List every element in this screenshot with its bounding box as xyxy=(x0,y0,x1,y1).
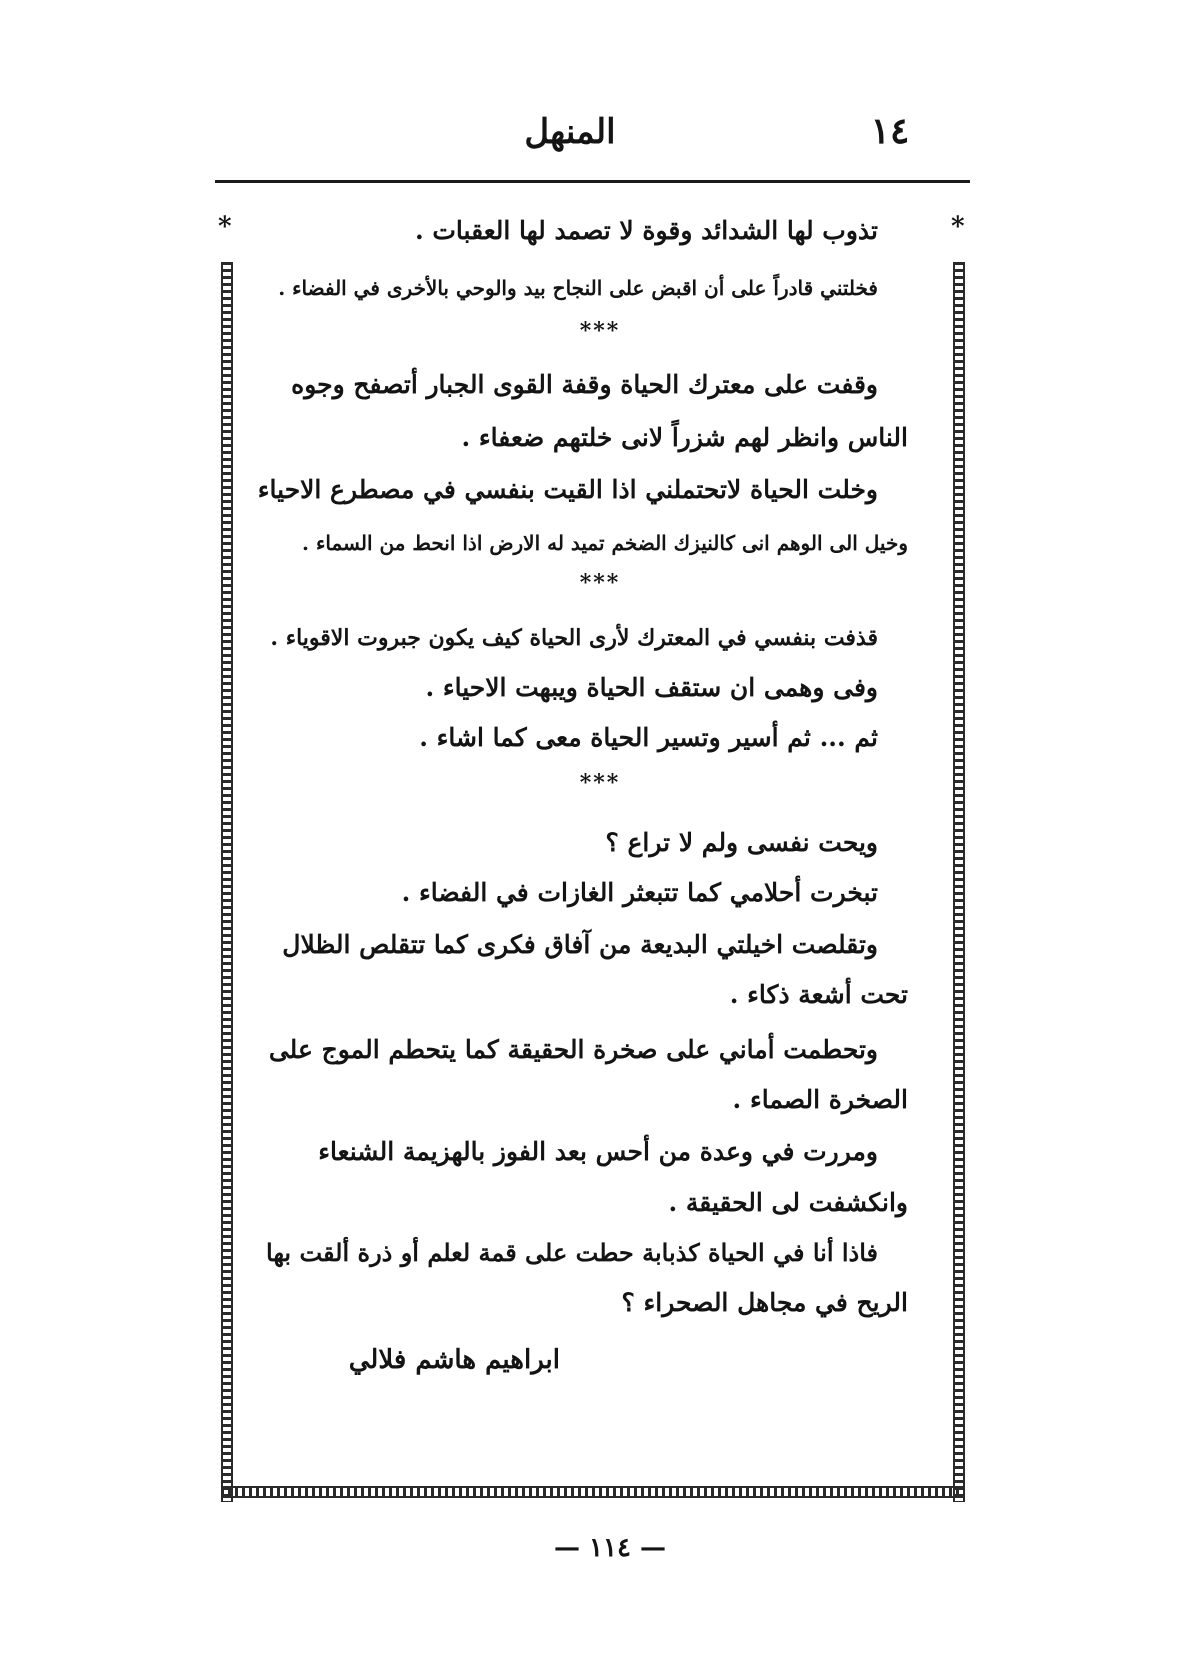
text-line: الصخرة الصماء . xyxy=(732,1085,908,1114)
text-line: تحت أشعة ذكاء . xyxy=(729,980,908,1009)
text-line: وانكشفت لى الحقيقة . xyxy=(668,1188,908,1217)
text-line: وفى وهمى ان ستقف الحياة ويبهت الاحياء . xyxy=(425,673,878,702)
text-line: وخيل الى الوهم انى كالنيزك الضخم تميد له الارض اذا انحط من السماء . xyxy=(302,531,908,555)
text-line: الريح في مجاهل الصحراء ؟ xyxy=(621,1288,908,1317)
text-line: ثم ... ثم أسير وتسير الحياة معى كما اشاء . xyxy=(419,723,878,752)
frame-border-left xyxy=(221,262,233,1502)
text-line: تبخرت أحلامي كما تتبعثر الغازات في الفضاء . xyxy=(401,878,878,907)
text-line: فخلتني قادراً على أن اقبض على النجاح بيد والوحي بالأخرى في الفضاء . xyxy=(278,276,878,300)
section-separator: *** xyxy=(579,770,621,796)
text-line: وخلت الحياة لاتحتملني اذا القيت بنفسي في مصطرع الاحياء xyxy=(257,475,878,504)
text-line: تذوب لها الشدائد وقوة لا تصمد لها العقبات . xyxy=(414,216,878,245)
running-header-title: المنهل xyxy=(524,112,616,152)
section-separator: *** xyxy=(579,318,621,344)
text-line: وقفت على معترك الحياة وقفة القوى الجبار أتصفح وجوه xyxy=(291,370,878,399)
header-rule xyxy=(215,180,970,183)
text-line: قذفت بنفسي في المعترك لأرى الحياة كيف يكون جبروت الاقوياء . xyxy=(270,625,878,651)
author-signature: ابراهيم هاشم فلالي xyxy=(348,1345,560,1375)
text-line: وتقلصت اخيلتي البديعة من آفاق فكرى كما تتقلص الظلال xyxy=(282,930,878,959)
footer-page-number: — ١١٤ — xyxy=(553,1533,667,1563)
text-line: ويحت نفسى ولم لا تراع ؟ xyxy=(605,828,878,857)
text-line: فاذا أنا في الحياة كذبابة حطت على قمة لعلم أو ذرة ألقت بها xyxy=(266,1238,878,1267)
running-header-page-number: ١٤ xyxy=(870,110,910,152)
text-line: ومررت في وعدة من أحس بعد الفوز بالهزيمة الشنعاء xyxy=(318,1137,878,1166)
frame-corner-mark-right: * xyxy=(951,212,965,242)
frame-border-bottom xyxy=(221,1486,965,1498)
text-line: الناس وانظر لهم شزراً لانى خلتهم ضعفاء . xyxy=(461,423,908,452)
frame-corner-mark-left: * xyxy=(218,212,232,242)
section-separator: *** xyxy=(579,570,621,596)
frame-border-right xyxy=(953,262,965,1502)
text-line: وتحطمت أماني على صخرة الحقيقة كما يتحطم الموج على xyxy=(268,1035,878,1064)
